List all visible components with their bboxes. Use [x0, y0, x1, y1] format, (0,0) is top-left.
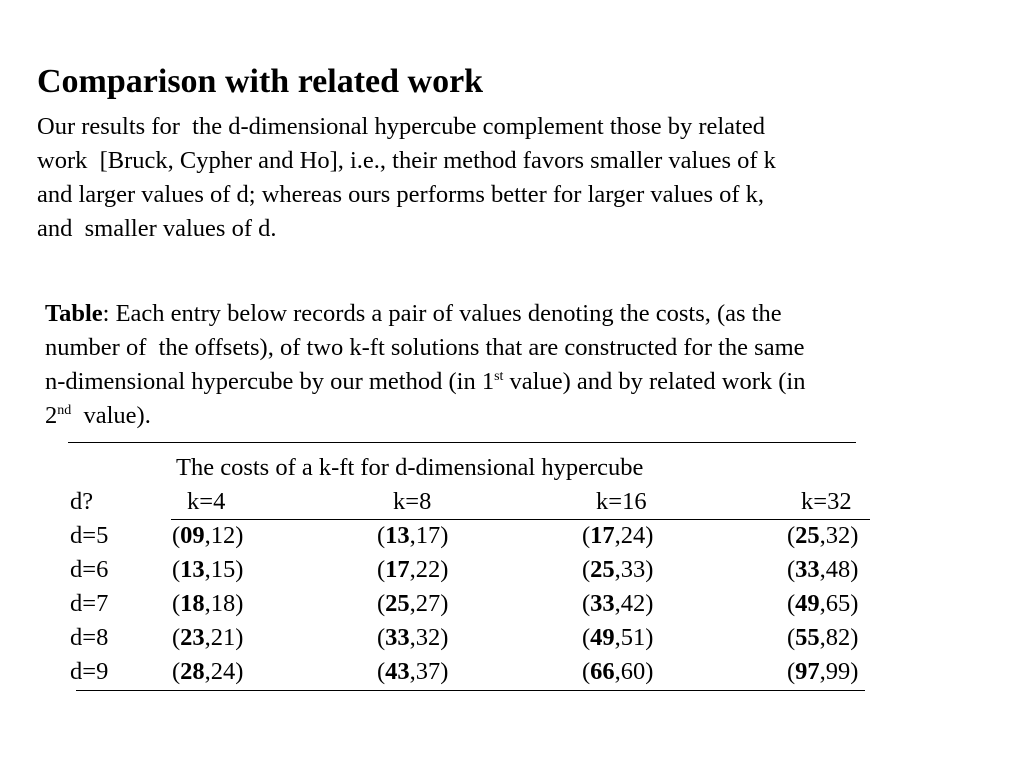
cell-separator: ,	[204, 522, 211, 549]
cost-ours: 43	[385, 658, 410, 685]
cost-ours: 17	[385, 556, 410, 583]
table-cell	[787, 657, 858, 687]
cost-related: 12	[210, 522, 236, 549]
table-top-rule	[68, 442, 856, 443]
table-bottom-rule	[76, 690, 865, 691]
caption-text: value) and by related work (in	[503, 368, 806, 395]
table-cell	[377, 657, 448, 687]
table-cell	[172, 555, 243, 585]
cost-related: 42	[620, 590, 646, 617]
cell-paren: (	[377, 590, 386, 617]
table-cell	[582, 555, 653, 585]
cost-ours: 33	[590, 590, 615, 617]
cell-separator: ,	[614, 624, 621, 651]
cell-paren: )	[850, 658, 859, 685]
cell-paren: (	[377, 522, 386, 549]
cell-separator: ,	[614, 590, 621, 617]
cost-related: 60	[620, 658, 646, 685]
cost-ours: 55	[795, 624, 820, 651]
cost-related: 99	[825, 658, 851, 685]
cell-paren: )	[645, 522, 654, 549]
cell-paren: (	[582, 556, 591, 583]
cell-separator: ,	[409, 624, 416, 651]
cell-paren: )	[645, 556, 654, 583]
cell-paren: )	[235, 590, 244, 617]
cost-ours: 17	[590, 522, 615, 549]
cost-related: 21	[210, 624, 236, 651]
cell-paren: (	[582, 624, 591, 651]
cell-paren: )	[440, 590, 449, 617]
caption-text: n-dimensional hypercube by our method (in 1	[45, 368, 495, 395]
cost-related: 51	[620, 624, 646, 651]
table-cell	[377, 521, 448, 551]
cost-related: 27	[415, 590, 441, 617]
caption-text: 2	[45, 402, 58, 429]
cell-paren: (	[787, 590, 796, 617]
caption-line	[45, 297, 1005, 331]
cost-related: 65	[825, 590, 851, 617]
cell-paren: (	[377, 556, 386, 583]
cell-separator: ,	[819, 522, 826, 549]
cost-related: 24	[210, 658, 236, 685]
cell-paren: (	[172, 590, 181, 617]
header-rule	[171, 519, 870, 520]
cost-ours: 66	[590, 658, 615, 685]
table-cell	[582, 657, 653, 687]
table-cell	[787, 623, 858, 653]
cell-paren: )	[645, 590, 654, 617]
cell-separator: ,	[614, 658, 621, 685]
cost-ours: 33	[795, 556, 820, 583]
row-header-label: d?	[70, 488, 94, 515]
cell-paren: (	[582, 590, 591, 617]
cell-paren: )	[235, 522, 244, 549]
cost-ours: 13	[385, 522, 410, 549]
cell-paren: (	[787, 522, 796, 549]
cost-ours: 25	[795, 522, 820, 549]
cell-separator: ,	[819, 590, 826, 617]
column-header-k8: k=8	[393, 488, 432, 515]
intro-line: Our results for the d-dimensional hypercube complement those by related	[37, 113, 765, 140]
row-label: d=6	[70, 556, 109, 583]
table-cell	[787, 589, 858, 619]
cell-paren: )	[645, 658, 654, 685]
caption-text: : Each entry below records a pair of values denoting the costs, (as the	[102, 300, 782, 327]
cost-ours: 33	[385, 624, 410, 651]
cell-paren: (	[582, 522, 591, 549]
cell-separator: ,	[409, 590, 416, 617]
cell-separator: ,	[409, 658, 416, 685]
cost-related: 48	[825, 556, 851, 583]
table-cell	[582, 623, 653, 653]
cell-paren: )	[645, 624, 654, 651]
table-cell	[582, 589, 653, 619]
ordinal-superscript: st	[494, 369, 504, 384]
cell-paren: )	[850, 590, 859, 617]
table-cell	[172, 521, 243, 551]
cost-ours: 23	[180, 624, 205, 651]
table-cell	[172, 657, 243, 687]
intro-paragraph	[37, 110, 917, 246]
caption-line: number of the offsets), of two k-ft solutions that are constructed for the same	[45, 334, 805, 361]
cost-ours: 25	[385, 590, 410, 617]
table-caption	[45, 297, 1005, 433]
cell-paren: (	[377, 658, 386, 685]
cell-paren: )	[235, 624, 244, 651]
table-cell	[172, 623, 243, 653]
cost-related: 82	[825, 624, 851, 651]
cost-related: 24	[620, 522, 646, 549]
ordinal-superscript: nd	[57, 403, 72, 418]
table-cell	[582, 521, 653, 551]
caption-label: Table	[45, 300, 103, 327]
cell-separator: ,	[204, 590, 211, 617]
caption-line	[45, 365, 1005, 399]
cell-paren: )	[850, 522, 859, 549]
cell-paren: (	[172, 522, 181, 549]
intro-line: and larger values of d; whereas ours performs better for larger values of k,	[37, 181, 765, 208]
cost-related: 32	[825, 522, 851, 549]
cost-related: 33	[620, 556, 646, 583]
caption-line	[45, 399, 1005, 433]
slide-title: Comparison with related work	[37, 63, 484, 100]
cell-paren: )	[440, 658, 449, 685]
cost-ours: 28	[180, 658, 205, 685]
cell-paren: (	[172, 658, 181, 685]
cost-related: 17	[415, 522, 441, 549]
row-label: d=7	[70, 590, 109, 617]
cell-paren: )	[440, 556, 449, 583]
row-label: d=8	[70, 624, 109, 651]
cost-related: 22	[415, 556, 441, 583]
column-header-k16: k=16	[596, 488, 647, 515]
cell-paren: (	[172, 624, 181, 651]
cell-paren: (	[377, 624, 386, 651]
cell-separator: ,	[204, 658, 211, 685]
cost-related: 15	[210, 556, 236, 583]
cell-separator: ,	[204, 624, 211, 651]
cost-ours: 97	[795, 658, 820, 685]
intro-line: and smaller values of d.	[37, 215, 277, 242]
cost-ours: 49	[590, 624, 615, 651]
cost-related: 37	[415, 658, 441, 685]
cell-separator: ,	[409, 522, 416, 549]
row-label: d=9	[70, 658, 109, 685]
cell-separator: ,	[819, 556, 826, 583]
cost-ours: 49	[795, 590, 820, 617]
table-cell	[787, 521, 858, 551]
table-cell	[377, 623, 448, 653]
table-title: The costs of a k-ft for d-dimensional hypercube	[176, 454, 644, 481]
cost-related: 32	[415, 624, 441, 651]
row-label: d=5	[70, 522, 109, 549]
cell-paren: )	[235, 658, 244, 685]
column-header-k32: k=32	[801, 488, 852, 515]
cell-paren: (	[582, 658, 591, 685]
cell-paren: )	[850, 624, 859, 651]
cell-separator: ,	[614, 556, 621, 583]
cell-paren: )	[440, 522, 449, 549]
cell-paren: (	[172, 556, 181, 583]
caption-text: value).	[71, 402, 151, 429]
cell-separator: ,	[614, 522, 621, 549]
cell-paren: )	[235, 556, 244, 583]
column-header-k4: k=4	[187, 488, 226, 515]
cell-separator: ,	[819, 658, 826, 685]
cell-separator: ,	[409, 556, 416, 583]
cell-paren: )	[850, 556, 859, 583]
table-cell	[377, 589, 448, 619]
table-cell	[787, 555, 858, 585]
cost-ours: 18	[180, 590, 205, 617]
table-cell	[172, 589, 243, 619]
cell-paren: (	[787, 658, 796, 685]
cell-separator: ,	[819, 624, 826, 651]
intro-line: work [Bruck, Cypher and Ho], i.e., their method favors smaller values of k	[37, 147, 776, 174]
cell-paren: (	[787, 556, 796, 583]
cell-paren: (	[787, 624, 796, 651]
cell-separator: ,	[204, 556, 211, 583]
cost-related: 18	[210, 590, 236, 617]
cost-ours: 13	[180, 556, 205, 583]
table-cell	[377, 555, 448, 585]
cost-ours: 09	[180, 522, 205, 549]
cost-ours: 25	[590, 556, 615, 583]
cell-paren: )	[440, 624, 449, 651]
